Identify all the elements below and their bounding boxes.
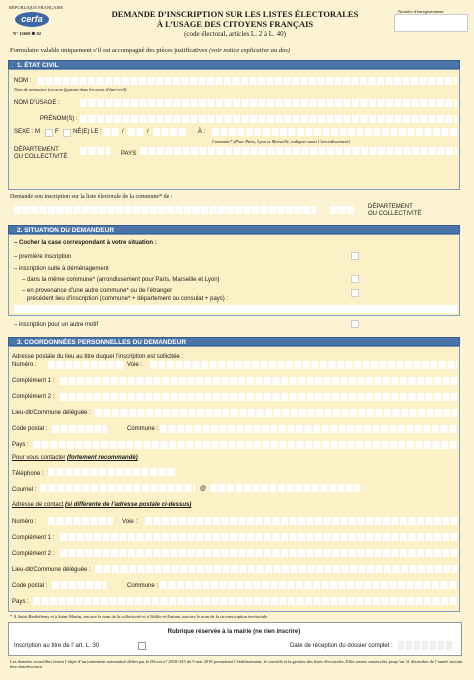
section-2-body [8,234,460,316]
commune2-label: Commune : [127,583,159,589]
opt-same-commune: – dans la même commune* (arrondissement pour Paris, Marseille et Lyon) [22,277,220,283]
intro-note: (voir notice explicative au dos) [209,47,290,54]
courriel-user-field[interactable] [40,484,195,492]
pays-3-label: Pays : [12,442,29,448]
courriel-domain-field[interactable] [210,484,360,492]
lieu-dit-label: Lieu-dit/Commune déléguée : [12,410,91,416]
lieu-dit-field[interactable] [95,409,457,417]
pays2-label: Pays : [12,599,29,605]
cerfa-logo-text: cerfa [21,14,43,24]
request-dep-line-1: DÉPARTEMENT [368,204,413,210]
request-departement-label [368,204,421,218]
republic-label: RÉPUBLIQUE FRANÇAISE [9,5,64,10]
commune-field[interactable] [160,425,457,433]
situation-heading: – Cocher la case correspondant à votre situation : [14,240,157,246]
title-line-3: (code électoral, articles L. 2 à L. 40) [184,30,286,38]
other-reason-checkbox[interactable] [351,320,359,328]
code-postal-field[interactable] [52,425,107,433]
numero-label: Numéro : [12,362,37,368]
previous-registration-field[interactable] [14,305,457,313]
code-postal-label: Code postal : [12,426,48,432]
mairie-box [8,622,462,656]
complement2b-label: Complément 2 : [12,551,55,557]
numero2-field[interactable] [48,517,113,525]
opt-move: – inscription suite à déménagement [14,266,109,272]
first-registration-checkbox[interactable] [351,252,359,260]
numero2-label: Numéro : [12,519,37,525]
commune2-field[interactable] [160,581,457,589]
birth-country-field[interactable] [140,147,457,155]
request-dep-line-2: OU COLLECTIVITÉ [368,211,422,217]
voie-field[interactable] [150,361,457,369]
title-line-1: DEMANDE D’INSCRIPTION SUR LES LISTES ÉLECTORALES [111,9,359,19]
complement1b-label: Complément 1 : [12,535,55,541]
registration-label: Numéro d'enregistrement [398,9,444,14]
birth-month-field[interactable] [128,128,144,136]
nom-note: Nom de naissance (ou nom figurant dans les actes d'état-civil) [14,87,127,92]
pays-label: PAYS [121,151,137,157]
complement1-label: Complément 1 : [12,378,55,384]
contact-address-note: (si différente de l’adresse postale ci-dessus) [65,502,192,508]
departement-line-1: DÉPARTEMENT [14,147,59,153]
pays2-field[interactable] [33,597,457,605]
courriel-label: Courriel : [12,487,37,493]
slash-1: / [122,129,124,135]
section-3-title: 3. COORDONNÉES PERSONNELLES DU DEMANDEUR [8,337,460,346]
address-intro: Adresse postale du lieu au titre duquel l’inscription est sollicitée : [12,354,184,360]
legal-text: Les données recueillies feront l’objet d’un traitement automatisé défini par le Décret n° 2018-343 du 9 mai 2018 permettant l’établissement, le contrôle et la gestion des listes électorales. Elles seront conservées jusqu’au 31 décembre de l’année suivant leur obsolescence. [10,659,463,669]
opt-first-registration: – première inscription [14,254,72,260]
lieu-dit2-label: Lieu-dit/Commune déléguée : [12,567,91,573]
commune-label: Commune : [127,426,159,432]
opt-other-commune: – en provenance d’une autre commune* ou de l’étranger [22,288,173,294]
at-sign: @ [200,486,207,492]
opt-other-commune-sub: précédent lieu d’inscription (commune* + département ou consulat + pays) : [27,296,229,302]
footnote: * À Saint-Barthélemy et à Saint-Martin, inscrire le nom de la collectivité et à Wallis-et-Futuna, inscrire le nom de la circonscription territoriale. [10,614,269,619]
section-2-title: 2. SITUATION DU DEMANDEUR [8,225,460,234]
intro-text [10,47,290,54]
nom-usage-field[interactable] [80,99,457,107]
contact-address-label: Adresse de contact [12,502,64,508]
sexe-label: SEXE : M [14,129,41,135]
voie-label: Voie : [127,362,143,368]
complement2-label: Complément 2 : [12,394,55,400]
mairie-title: Rubrique réservée à la mairie (ne rien inscrire) [167,629,301,635]
contact-heading [12,455,138,461]
departement-label [14,147,67,161]
birth-day-field[interactable] [103,128,119,136]
departement-line-2: OU COLLECTIVITÉ [14,154,68,160]
mairie-date-label: Date de réception du dossier complet : [290,643,393,649]
form-number: N° 12669 ✽ 02 [13,31,41,36]
contact-label: Pour vous contacter [12,455,66,461]
prenoms-field[interactable] [80,115,457,123]
sexe-m-checkbox[interactable] [45,129,53,137]
voie2-label: Voie : [122,519,138,525]
mairie-art-label: Inscription au titre de l’ art. L. 30 [14,643,100,649]
request-text: Demande son inscription sur la liste électorale de la commune* de : [10,194,173,200]
contact-note: (fortement recommandé) [67,455,138,461]
ne-le-label: NÉ(E) LE : [73,129,102,135]
sexe-f-label: F [55,129,59,135]
code-postal2-label: Code postal : [12,583,48,589]
request-departement-field[interactable] [330,206,355,214]
registration-number-field[interactable] [394,14,468,32]
voie2-field[interactable] [145,517,457,525]
same-commune-checkbox[interactable] [351,275,359,283]
birth-departement-field[interactable] [80,147,110,155]
nom-field[interactable] [37,77,457,85]
mairie-art-checkbox[interactable] [138,642,146,650]
other-commune-checkbox[interactable] [351,289,359,297]
slash-2: / [147,129,149,135]
birth-year-field[interactable] [153,128,186,136]
form-title [95,9,375,39]
prenoms-label: PRÉNOM(S) : [40,116,78,122]
telephone-field[interactable] [48,468,176,476]
nom-usage-label: NOM D’USAGE : [14,100,60,106]
complement1b-field[interactable] [60,533,457,541]
section-1-title: 1. ÉTAT CIVIL [8,60,460,69]
complement1-field[interactable] [60,377,457,385]
pays-3-field[interactable] [33,441,457,449]
nom-label: NOM : [14,78,32,84]
opt-other-reason: – inscription pour un autre motif [14,322,99,328]
code-postal2-field[interactable] [52,581,107,589]
title-line-2: À L’USAGE DES CITOYENS FRANÇAIS [156,19,314,29]
contact-address-heading [12,502,191,508]
request-commune-field[interactable] [14,206,316,214]
birth-place-label: À : [198,129,206,135]
complement2-field[interactable] [60,393,457,401]
sexe-f-checkbox[interactable] [63,129,71,137]
telephone-label: Téléphone : [12,471,44,477]
numero-field[interactable] [48,361,123,369]
cerfa-logo [15,12,49,27]
lieu-dit2-field[interactable] [95,565,457,573]
mairie-date-field[interactable] [398,641,454,650]
complement2b-field[interactable] [60,549,457,557]
birth-place-field[interactable] [212,128,457,136]
intro-main: Formulaire valable uniquement s’il est accompagné des pièces justificatives [10,47,208,54]
commune-note: Commune* (Pour Paris, Lyon et Marseille, indiquer aussi l’arrondissement) [212,139,350,144]
